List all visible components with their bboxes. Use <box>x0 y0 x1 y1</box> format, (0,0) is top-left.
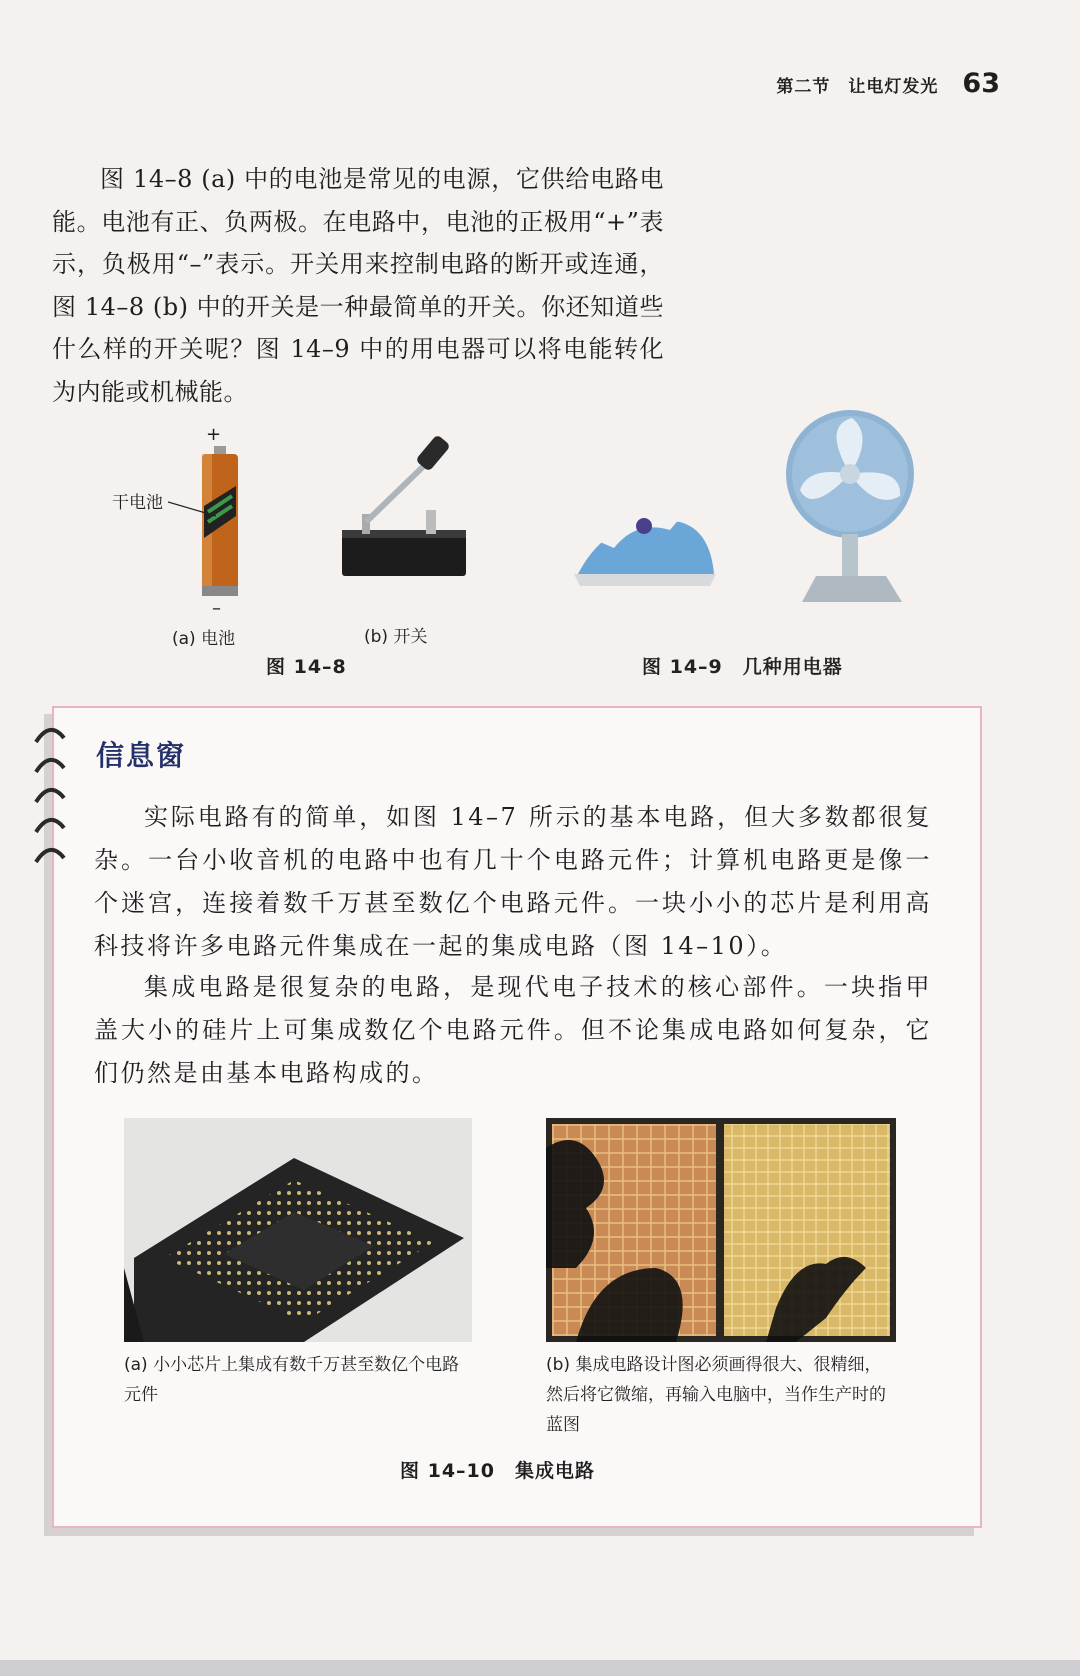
battery-minus-sign: – <box>212 598 221 619</box>
figures-14-8-14-9 <box>0 424 1080 688</box>
chip-photo <box>124 1118 472 1342</box>
section-label: 第二节 <box>776 77 831 97</box>
electric-fan-image <box>782 406 922 606</box>
info-window-title: 信息窗 <box>96 739 187 772</box>
notebook-rings-icon <box>30 718 70 878</box>
page-number: 63 <box>962 68 1000 99</box>
running-header <box>776 68 1000 99</box>
figure-14-8a-label: (a) 电池 <box>172 629 236 649</box>
callout-line <box>168 500 218 520</box>
figure-14-10b-caption: (b) 集成电路设计图必须画得很大、很精细，然后将它微缩，再输入电脑中，当作生产时的蓝图 <box>546 1355 886 1435</box>
section-title: 让电灯发光 <box>848 77 939 97</box>
circuit-design-photo <box>546 1118 896 1342</box>
info-paragraph-1: 实际电路有的简单，如图 14–7 所示的基本电路，但大多数都很复杂。一台小收音机的电路中也有几十个电路元件；计算机电路更是像一个迷宫，连接着数千万甚至数亿个电路元件。一块小小的芯片是利用高科技将许多电路元件集成在一起的集成电路（图 14–10）。 <box>94 803 932 960</box>
battery-callout-label: 干电池 <box>112 493 163 513</box>
figure-14-10-caption: 图 14–10 集成电路 <box>400 1460 595 1482</box>
battery-image <box>190 446 250 610</box>
figure-14-9-caption: 图 14–9 几种用电器 <box>642 656 843 678</box>
electric-iron-image <box>570 482 720 592</box>
page-bottom-edge <box>0 1660 1080 1676</box>
battery-plus-sign: + <box>206 424 222 445</box>
intro-paragraph: 图 14–8 (a) 中的电池是常见的电源，它供给电路电能。电池有正、负两极。在电路中，电池的正极用“+”表示，负极用“–”表示。开关用来控制电路的断开或连通，图 14–8 (b) 中的开关是一种最简单的开关。你还知道些什么样的开关呢？图 14–9 中的用电器可以将电能转化为内能或机械能。 <box>52 165 664 406</box>
knife-switch-image <box>338 434 478 584</box>
figure-14-8b-label: (b) 开关 <box>364 627 428 647</box>
figure-14-8-caption: 图 14–8 <box>266 656 347 678</box>
info-paragraph-2: 集成电路是很复杂的电路，是现代电子技术的核心部件。一块指甲盖大小的硅片上可集成数亿个电路元件。但不论集成电路如何复杂，它们仍然是由基本电路构成的。 <box>94 973 932 1087</box>
figure-14-10a-caption: (a) 小小芯片上集成有数千万甚至数亿个电路元件 <box>124 1355 460 1405</box>
